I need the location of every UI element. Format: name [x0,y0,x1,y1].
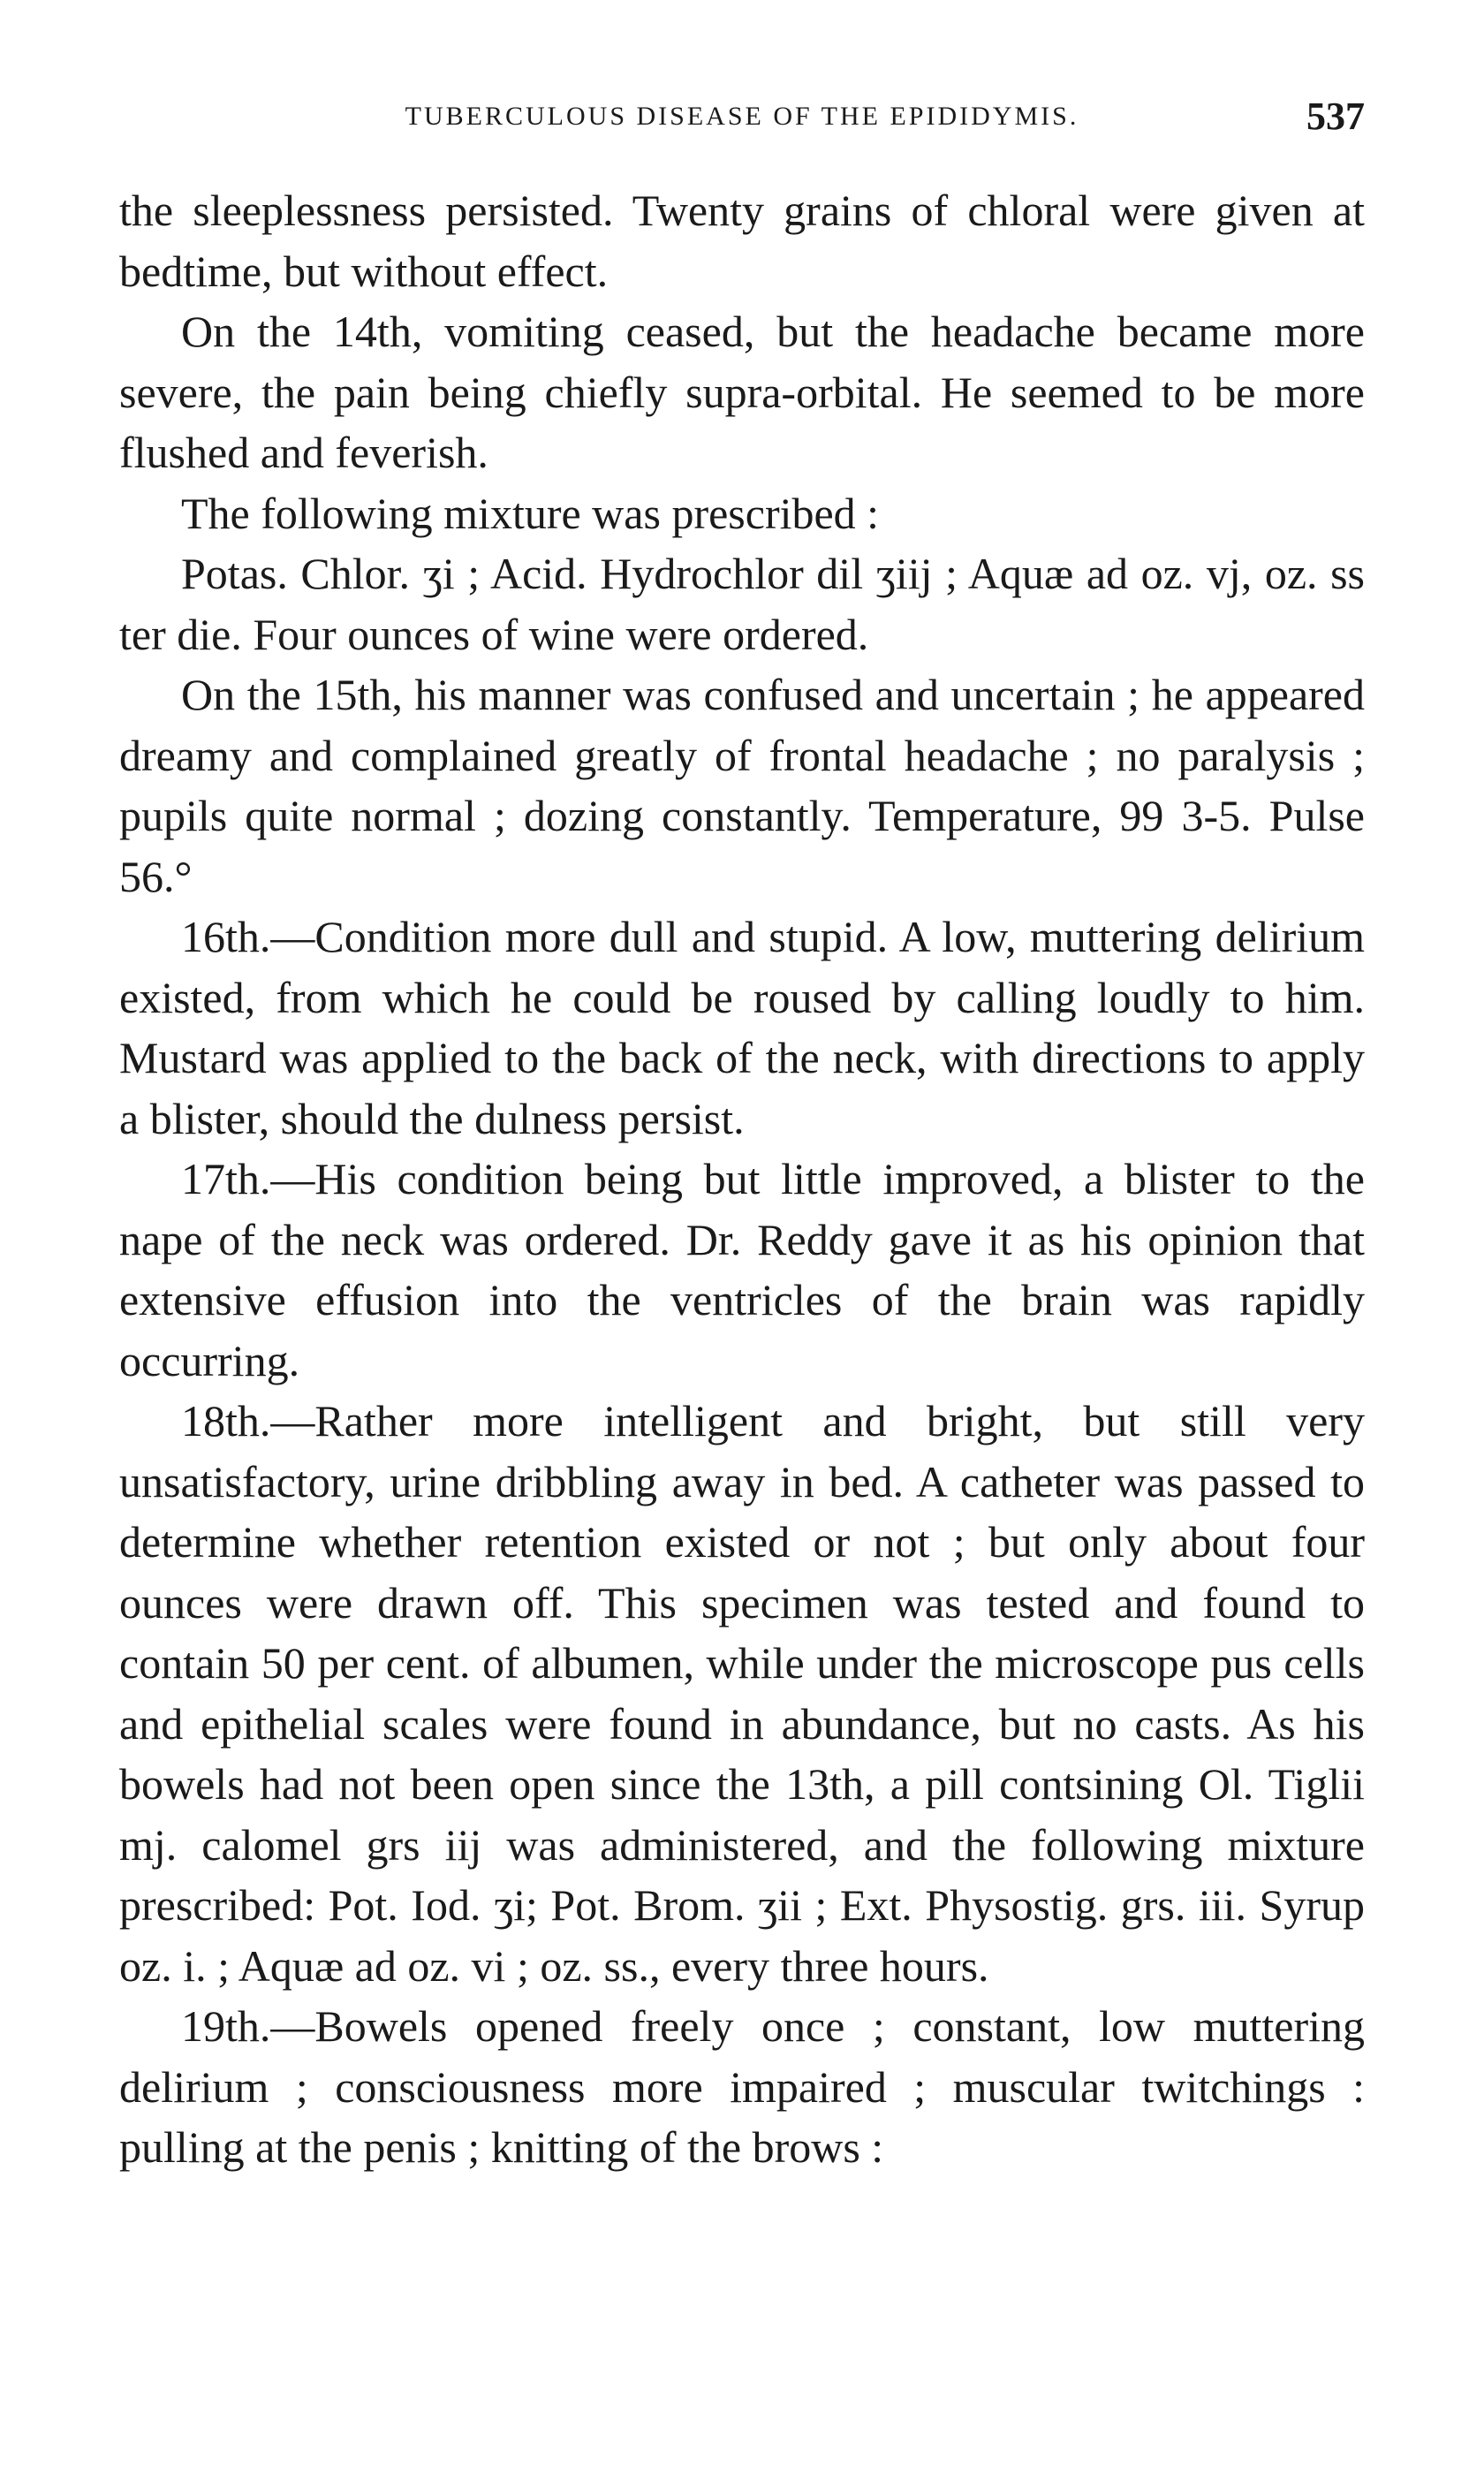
paragraph-17th: 17th.—His condition being but little improved, a blister to the nape of the neck was ordered. Dr. Reddy gave it as his opinion that extensive effusion into the ventricles of the brain was rapidly occurring. [119,1154,1365,1385]
paragraph-18th: 18th.—Rather more intelligent and bright, but still very unsatisfactory, urine dribbling away in bed. A catheter was passed to determine whether retention existed or not ; but only about four ounces were drawn off. This specimen was tested and found to contain 50 per cent. of albumen, while under the microscope pus cells and epithelial scales were found in abundance, but no casts. As his bowels had not been open since the 13th, a pill contsining Ol. Tiglii mj. calomel grs iij was administered, and the following mixture prescribed: Pot. Iod. ʒi; Pot. Brom. ʒii ; Ext. Physostig. grs. iii. Syrup oz. i. ; Aquæ ad oz. vi ; oz. ss., every three hours. [119,1396,1365,1991]
paragraph-mixture-intro: The following mixture was prescribed : [181,488,880,538]
page-number: 537 [1306,95,1365,138]
running-head: TUBERCULOUS DISEASE OF THE EPIDIDYMIS. [405,102,1079,131]
page-header [119,88,1365,145]
book-page [119,88,1365,2178]
paragraph-16th: 16th.—Condition more dull and stupid. A low, muttering delirium existed, from which he could be roused by calling loudly to him. Mustard was applied to the back of the neck, with directions to apply a blister, should the dulness persist. [119,912,1365,1143]
paragraph-continuation: the sleeplessness persisted. Twenty grains of chloral were given at bedtime, but without effect. [119,186,1365,296]
body-text [119,180,1365,2178]
paragraph-prescription: Potas. Chlor. ʒi ; Acid. Hydrochlor dil ʒiij ; Aquæ ad oz. vj, oz. ss ter die. Four ounces of wine were ordered. [119,549,1365,659]
paragraph-14th: On the 14th, vomiting ceased, but the headache became more severe, the pain being chiefly supra-orbital. He seemed to be more flushed and feverish. [119,307,1365,477]
paragraph-15th: On the 15th, his manner was confused and uncertain ; he appeared dreamy and complained greatly of frontal headache ; no paralysis ; pupils quite normal ; dozing constantly. Temperature, 99 3-5. Pulse 56.° [119,670,1365,901]
paragraph-19th: 19th.—Bowels opened freely once ; constant, low muttering delirium ; consciousness more impaired ; muscular twitchings : pulling at the penis ; knitting of the brows : [119,2001,1365,2172]
